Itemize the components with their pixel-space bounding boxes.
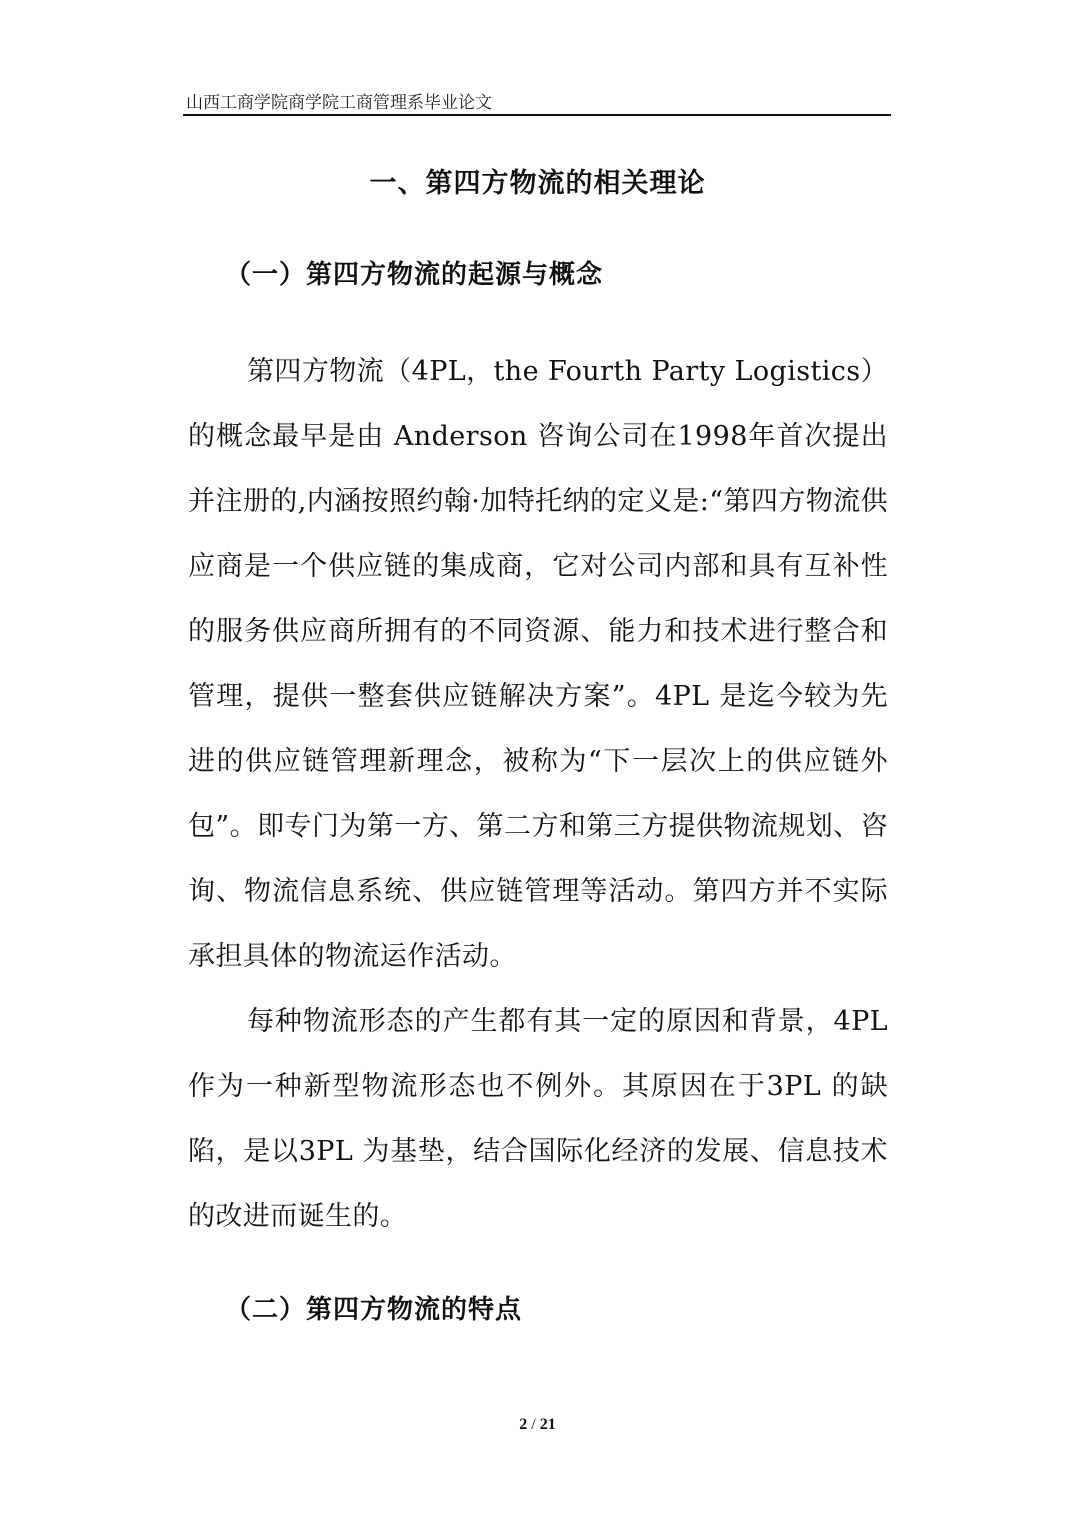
body-paragraph: 第四方物流（4PL，the Fourth Party Logistics）的概念最早是由 Anderson 咨询公司在1998年首次提出并注册的,内涵按照约翰·加特托纳的定义是:“第四方物流供应商是一个供应链的集成商，它对公司内部和具有互补性的服务供应商所拥有的不同资源、能力和技术进行整合和管理，提供一整套供应链解决方案”。4PL 是迄今较为先进的供应链管理新理念，被称为“下一层次上的供应链外包”。即专门为第一方、第二方和第三方提供物流规划、咨询、物流信息系统、供应链管理等活动。第四方并不实际承担具体的物流运作活动。 [188, 356, 888, 972]
section-title-origin-concept: （一）第四方物流的起源与概念 [225, 260, 604, 290]
page-number [0, 1414, 1075, 1436]
current-page-number: 2 [519, 1416, 528, 1433]
chapter-title: 一、第四方物流的相关理论 [369, 168, 706, 199]
header-divider [183, 114, 891, 116]
body-paragraph: 每种物流形态的产生都有其一定的原因和背景，4PL作为一种新型物流形态也不例外。其原因在于3PL 的缺陷，是以3PL 为基垫，结合国际化经济的发展、信息技术的改进而诞生的。 [188, 1006, 888, 1232]
total-page-count: 21 [539, 1416, 556, 1433]
section-title-characteristics: （二）第四方物流的特点 [225, 1295, 523, 1325]
page-separator: / [531, 1416, 536, 1433]
running-header: 山西工商学院商学院工商管理系毕业论文 [186, 93, 492, 113]
